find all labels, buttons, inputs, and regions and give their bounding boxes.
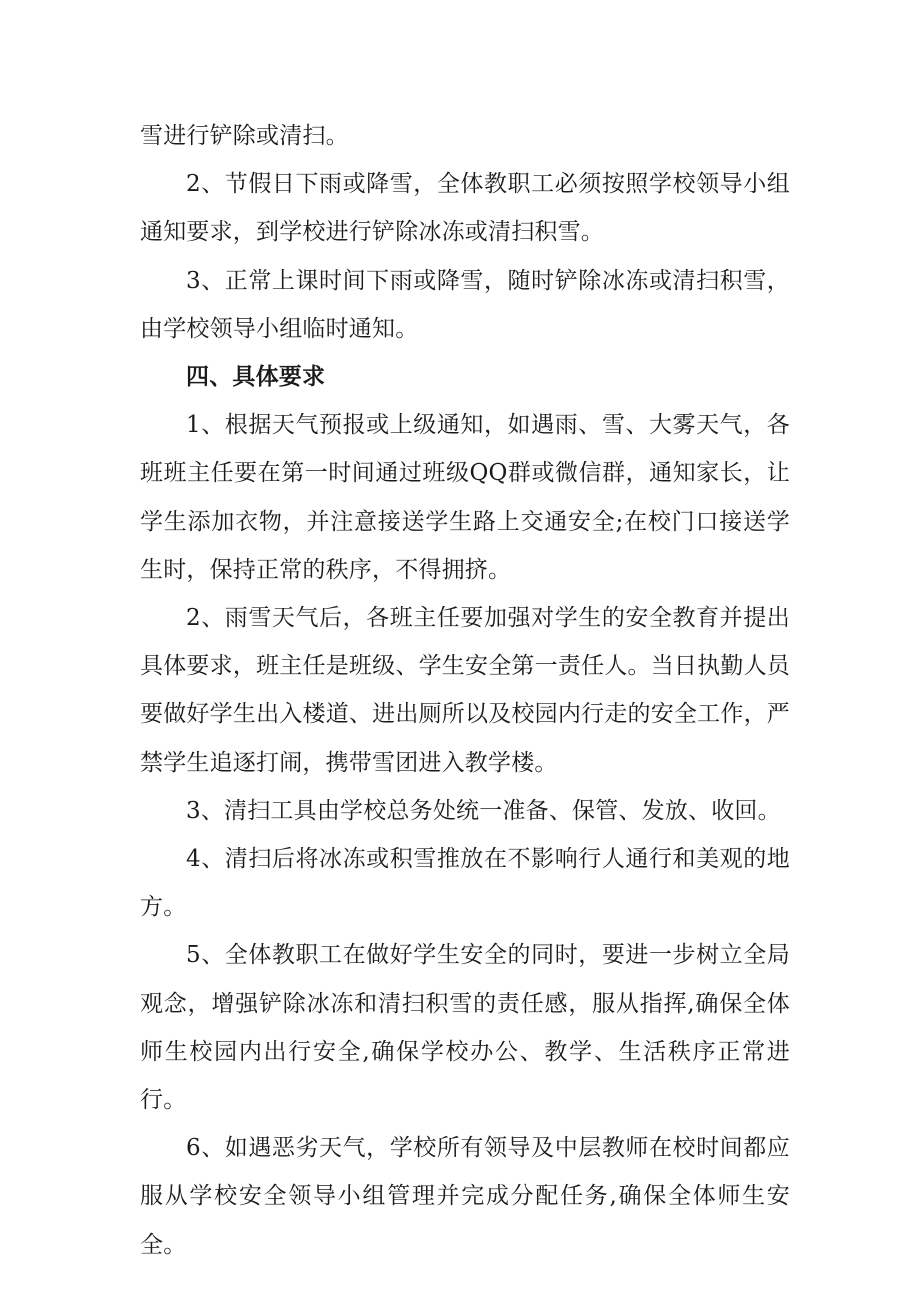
list-item-3-3: 3、正常上课时间下雨或降雪，随时铲除冰冻或清扫积雪，由学校领导小组临时通知。 bbox=[140, 267, 790, 342]
list-item-3-2: 2、节假日下雨或降雪，全体教职工必须按照学校领导小组通知要求，到学校进行铲除冰冻或清扫积雪。 bbox=[140, 171, 790, 246]
list-item-4-5: 5、全体教职工在做好学生安全的同时，要进一步树立全局观念，增强铲除冰冻和清扫积雪的责任感，服从指挥,确保全体师生校园内出行安全,确保学校办公、教学、生活秩序正常进行。 bbox=[140, 942, 790, 1114]
list-item-4-4: 4、清扫后将冰冻或积雪推放在不影响行人通行和美观的地方。 bbox=[140, 846, 790, 921]
document-body bbox=[140, 112, 790, 1269]
list-item-4-1: 1、根据天气预报或上级通知，如遇雨、雪、大雾天气，各班班主任要在第一时间通过班级QQ群或微信群，通知家长，让学生添加衣物，并注意接送学生路上交通安全;在校门口接送学生时，保持正常的秩序，不得拥挤。 bbox=[140, 412, 790, 583]
list-item-4-3: 3、清扫工具由学校总务处统一准备、保管、发放、收回。 bbox=[186, 797, 781, 824]
section-heading: 四、具体要求 bbox=[186, 364, 326, 391]
list-item-4-2: 2、雨雪天气后，各班主任要加强对学生的安全教育并提出具体要求，班主任是班级、学生安全第一责任人。当日执勤人员要做好学生出入楼道、进出厕所以及校园内行走的安全工作，严禁学生追逐打闹，携带雪团进入教学楼。 bbox=[140, 605, 790, 776]
continuation-paragraph: 雪进行铲除或清扫。 bbox=[140, 123, 349, 149]
list-item-4-6: 6、如遇恶劣天气，学校所有领导及中层教师在校时间都应服从学校安全领导小组管理并完成分配任务,确保全体师生安全。 bbox=[140, 1135, 790, 1258]
